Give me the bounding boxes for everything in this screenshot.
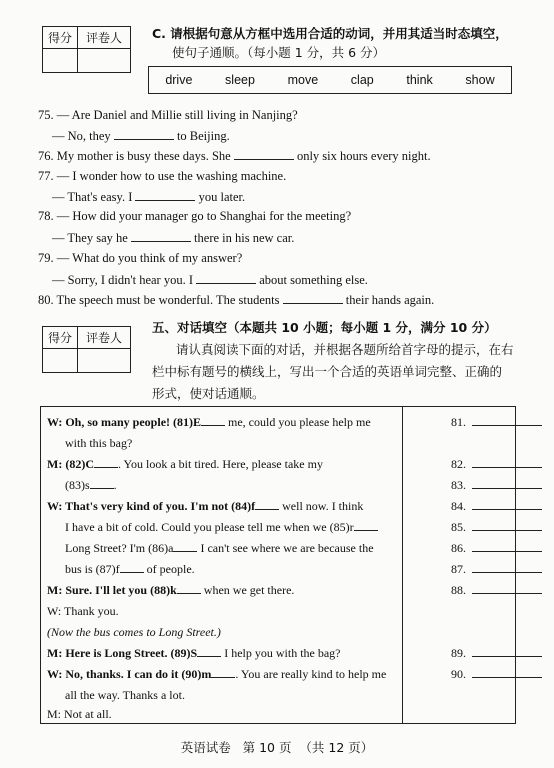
section-5-instruction-2: 栏中标有题号的横线上，写出一个合适的英语单词完整、正确的: [152, 364, 503, 379]
answer-input[interactable]: [472, 457, 542, 468]
blank-85: [354, 520, 378, 531]
answer-slot-86: 86.: [451, 541, 542, 556]
dialog-line: Long Street? I'm (86)a I can't see where we are because the: [65, 541, 374, 555]
answer-input[interactable]: [472, 667, 542, 678]
blank-86: [173, 541, 197, 552]
q75-line1: 75. — Are Daniel and Millie still living in Nanjing?: [38, 108, 298, 122]
answer-blank-75[interactable]: [114, 128, 174, 140]
dialog-line: all the way. Thanks a lot.: [65, 688, 185, 702]
q75-line2: — No, they to Beijing.: [52, 129, 230, 143]
score-table-5: [42, 326, 131, 373]
answer-blank-79[interactable]: [196, 272, 256, 284]
answer-slot-83: 83.: [451, 478, 542, 493]
stage-direction: (Now the bus comes to Long Street.): [47, 625, 221, 639]
answer-blank-80[interactable]: [283, 292, 343, 304]
grader-label: 评卷人: [78, 27, 131, 49]
dialog-line: bus is (87)f of people.: [65, 562, 195, 576]
score-cell[interactable]: [43, 349, 78, 373]
score-label: 得分: [43, 327, 78, 349]
page-footer: 英语试卷 第 10 页 （共 12 页）: [180, 740, 374, 755]
dialog-line: W: Oh, so many people! (81)E me, could you please help me: [47, 415, 371, 429]
q79-line1: 79. — What do you think of my answer?: [38, 251, 243, 265]
blank-87: [120, 562, 144, 573]
word-option: move: [287, 73, 319, 87]
answer-slot-81: 81.: [451, 415, 542, 430]
q80-line: 80. The speech must be wonderful. The students their hands again.: [38, 293, 435, 307]
blank-89: [197, 646, 221, 657]
grader-label: 评卷人: [78, 327, 131, 349]
answer-input[interactable]: [472, 646, 542, 657]
q77-line1: 77. — I wonder how to use the washing machine.: [38, 169, 287, 183]
answer-input[interactable]: [472, 562, 542, 573]
grader-cell[interactable]: [78, 349, 131, 373]
dialog-line: M: Here is Long Street. (89)S I help you with the bag?: [47, 646, 341, 660]
q77-line2: — That's easy. I you later.: [52, 190, 246, 204]
answer-input[interactable]: [472, 520, 542, 531]
answer-input[interactable]: [472, 415, 542, 426]
answer-input[interactable]: [472, 583, 542, 594]
section-c-heading-2: 使句子通顺。（每小题 1 分，共 6 分）: [172, 45, 386, 60]
section-c-heading: C. 请根据句意从方框中选用合适的动词，并用其适当时态填空，: [152, 26, 508, 41]
column-divider: [402, 407, 403, 723]
answer-slot-87: 87.: [451, 562, 542, 577]
answer-input[interactable]: [472, 541, 542, 552]
dialog-line: (83)s .: [65, 478, 117, 492]
word-option: show: [465, 73, 495, 87]
blank-81: [201, 415, 225, 426]
word-option: clap: [350, 73, 374, 87]
dialog-box: [40, 406, 516, 724]
word-box: [148, 66, 512, 94]
answer-slot-82: 82.: [451, 457, 542, 472]
dialog-line: W: Thank you.: [47, 604, 119, 618]
answer-input[interactable]: [472, 499, 542, 510]
answer-slot-89: 89.: [451, 646, 542, 661]
blank-83: [90, 478, 114, 489]
dialog-line: with this bag?: [65, 436, 133, 450]
dialog-line: M: Sure. I'll let you (88)k when we get there.: [47, 583, 295, 597]
answer-blank-77[interactable]: [135, 189, 195, 201]
answer-slot-84: 84.: [451, 499, 542, 514]
answer-slot-85: 85.: [451, 520, 542, 535]
dialog-line: I have a bit of cold. Could you please tell me when we (85)r: [65, 520, 378, 535]
grader-cell[interactable]: [78, 49, 131, 73]
q79-line2: — Sorry, I didn't hear you. I about something else.: [52, 273, 368, 287]
answer-slot-90: 90.: [451, 667, 542, 682]
dialog-line: W: That's very kind of you. I'm not (84)f well now. I think: [47, 499, 364, 513]
blank-82: [94, 457, 118, 468]
section-5-instruction-1: 请认真阅读下面的对话，并根据各题所给首字母的提示，在右: [176, 342, 514, 357]
blank-88: [177, 583, 201, 594]
dialog-line: W: No, thanks. I can do it (90)m . You are really kind to help me: [47, 667, 387, 681]
blank-84: [255, 499, 279, 510]
answer-slot-88: 88.: [451, 583, 542, 598]
score-cell[interactable]: [43, 49, 78, 73]
blank-90: [211, 667, 235, 678]
section-5-heading: 五、对话填空（本题共 10 小题；每小题 1 分，满分 10 分）: [152, 320, 497, 335]
q78-line2: — They say he there in his new car.: [52, 231, 295, 245]
word-option: sleep: [225, 73, 255, 87]
score-label: 得分: [43, 27, 78, 49]
answer-blank-76[interactable]: [234, 148, 294, 160]
dialog-line: M: (82)C . You look a bit tired. Here, please take my: [47, 457, 323, 471]
score-table-c: [42, 26, 131, 73]
word-option: drive: [165, 73, 193, 87]
answer-input[interactable]: [472, 478, 542, 489]
q78-line1: 78. — How did your manager go to Shanghai for the meeting?: [38, 209, 352, 223]
word-option: think: [406, 73, 433, 87]
dialog-line: M: Not at all.: [47, 707, 112, 721]
q76-line: 76. My mother is busy these days. She only six hours every night.: [38, 149, 431, 163]
answer-blank-78[interactable]: [131, 230, 191, 242]
section-5-instruction-3: 形式，使对话通顺。: [152, 386, 265, 401]
